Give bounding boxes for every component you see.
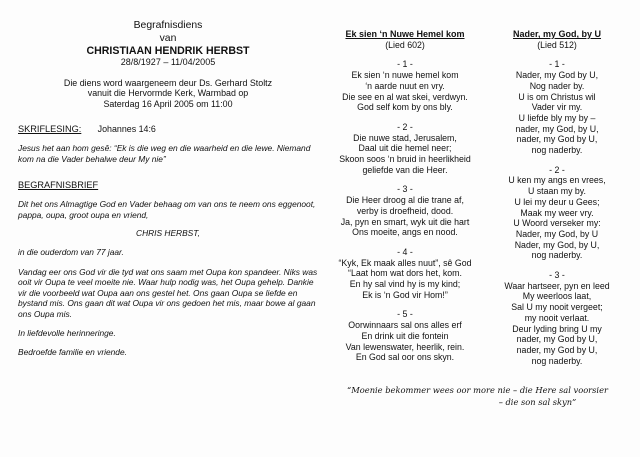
quote-line: – die son sal skyn” — [498, 397, 577, 407]
verse-line: God self kom by ons bly. — [357, 102, 453, 113]
verse-line: Ek sien ‘n nuwe hemel kom — [351, 70, 459, 81]
program-van: van — [159, 32, 177, 44]
verse-line: En hy sal vind hy is my kind; — [349, 279, 461, 290]
letter-age: in die ouderdom van 77 jaar. — [18, 247, 124, 258]
service-info — [18, 78, 318, 110]
verse-line: U staan my by. — [527, 186, 586, 197]
service-line: vanuit die Hervormde Kerk, Warmbad op — [87, 88, 249, 99]
verse-line: verby is droefheid, dood. — [356, 205, 454, 216]
program-header — [18, 20, 318, 68]
verse-line: U is om Christus wil — [518, 91, 596, 102]
letter-label: BEGRAFNISBRIEF — [18, 179, 99, 190]
service-details-column — [18, 20, 318, 358]
verse-number: - 3 - — [549, 270, 565, 281]
scripture-reading — [18, 124, 318, 165]
verse-line: Sal U my nooit vergeet; — [511, 302, 603, 313]
hymn-number: (Lied 602) — [385, 39, 425, 50]
letter-name: CHRIS HERBST, — [136, 228, 200, 239]
reading-heading-row — [18, 124, 318, 135]
funeral-letter — [18, 180, 318, 358]
hymn-title: Nader, my God, by U — [512, 29, 602, 39]
verse-line: nader, my God by U, — [516, 134, 598, 145]
verse-line: nader, my God, by U, — [515, 123, 599, 134]
letter-body: Vandag eer ons God vir die tyd wat ons saam met Oupa kon spandeer. Niks was ooit vir Oupa te veel moeite nie. Waar hulp nodig was, het Oupa gehelp. Dankie vir die voorbeeld wat Oupa aan ons gestel het. Ons gaan Oupa se liefde en bystand mis. Ons gaan dit wat Oupa vir ons gedoen het mis, maar bowe al gaan ons Oupa mis. — [18, 266, 318, 320]
reading-text: Jesus het aan hom gesê: “Ek is die weg en die waarheid en die lewe. Niemand kom na die Vader behalwe deur My nie” — [18, 143, 311, 165]
verse-line: nog naderby. — [531, 355, 583, 366]
verse-line: Oorwinnaars sal ons alles erf — [348, 320, 462, 331]
life-dates: 28/8/1927 – 11/04/2005 — [120, 56, 216, 67]
verse-line: nader, my God by U, — [516, 344, 598, 355]
verse-line: En drink uit die fontein — [361, 330, 449, 341]
verse-line: Ja, pyn en smart, wyk uit die hart — [340, 216, 470, 227]
verse-number: - 2 - — [549, 164, 565, 175]
verse-line: Van lewenswater, heerlik, rein. — [345, 341, 465, 352]
verse-line: Nader, my God, by U — [515, 228, 599, 239]
service-line: Saterdag 16 April 2005 om 11:00 — [103, 99, 233, 110]
verse-number: - 2 - — [397, 121, 413, 132]
letter-intro: Dit het ons Almagtige God en Vader behaag om van ons te neem ons eggenoot, pappa, oupa, groot oupa en vriend, — [18, 199, 316, 220]
verse-line: Waar hartseer, pyn en leed — [504, 280, 610, 291]
verse-line: Deur lyding bring U my — [512, 323, 602, 334]
verse-number: - 3 - — [397, 184, 413, 195]
verse-line: U ken my angs en vrees, — [508, 175, 606, 186]
hymn-602-column — [326, 29, 484, 363]
verse-line: Skoon soos ‘n bruid in heerlikheid — [339, 154, 471, 165]
hymn-512-column — [484, 29, 630, 366]
verse-line: Nader, my God, by U, — [514, 239, 600, 250]
verse-line: Ek is ‘n God vir Hom!” — [362, 289, 448, 300]
signoff-line: Bedroefde familie en vriende. — [18, 347, 127, 358]
verse-line: U liefde bly my by – — [518, 112, 596, 123]
program-heading: Begrafnisdiens — [133, 20, 203, 31]
verse-line: nog naderby. — [531, 145, 583, 156]
verse-line: Die nuwe stad, Jerusalem, — [353, 132, 457, 143]
verse-line: U lei my deur u Gees; — [514, 196, 600, 207]
hymn-title: Ek sien ‘n Nuwe Hemel kom — [345, 29, 465, 39]
verse-line: my nooit verlaat. — [524, 312, 590, 323]
verse-line: Die see en al wat skei, verdwyn. — [342, 91, 468, 102]
verse-line: nader, my God by U, — [516, 334, 598, 345]
reading-reference: Johannes 14:6 — [97, 123, 156, 134]
verse-line: Daal uit die hemel neer; — [358, 143, 452, 154]
verse-line: geliefde van die Heer. — [362, 164, 448, 175]
verse-line: U Woord verseker my: — [513, 218, 601, 229]
hymn-number: (Lied 512) — [537, 39, 577, 50]
closing-quote — [330, 384, 625, 408]
verse-line: Maak my weer vry. — [520, 207, 594, 218]
reading-label: SKRIFLESING: — [18, 123, 82, 134]
verse-line: Ons moeite, angs en nood. — [352, 227, 458, 238]
verse-number: - 1 - — [549, 59, 565, 70]
verse-line: nog naderby. — [531, 250, 583, 261]
verse-line: My weerloos laat, — [522, 291, 592, 302]
verse-line: “Laat hom wat dors het, kom. — [348, 268, 462, 279]
service-line: Die diens word waargeneem deur Ds. Gerhard Stoltz — [63, 77, 273, 88]
memory-line: In liefdevolle herinneringe. — [18, 327, 116, 338]
verse-line: Vader vir my. — [531, 102, 583, 113]
deceased-name: CHRISTIAAN HENDRIK HERBST — [86, 44, 250, 57]
verse-line: Nog nader by. — [529, 80, 585, 91]
hymn-verses — [484, 59, 630, 366]
verse-line: Nader, my God by U, — [515, 70, 599, 81]
hymn-verses — [326, 59, 484, 363]
verse-number: - 5 - — [397, 309, 413, 320]
quote-line: “Moenie bekommer wees oor more nie – die Here sal voorsier — [347, 385, 608, 395]
verse-line: Die Heer droog al die trane af, — [346, 195, 464, 206]
verse-number: - 1 - — [397, 59, 413, 70]
verse-line: “Kyk, Ek maak alles nuut”, sê God — [338, 257, 472, 268]
verse-number: - 4 - — [397, 246, 413, 257]
verse-line: En God sal oor ons skyn. — [355, 352, 455, 363]
verse-line: ‘n aarde nuut en vry. — [365, 80, 445, 91]
